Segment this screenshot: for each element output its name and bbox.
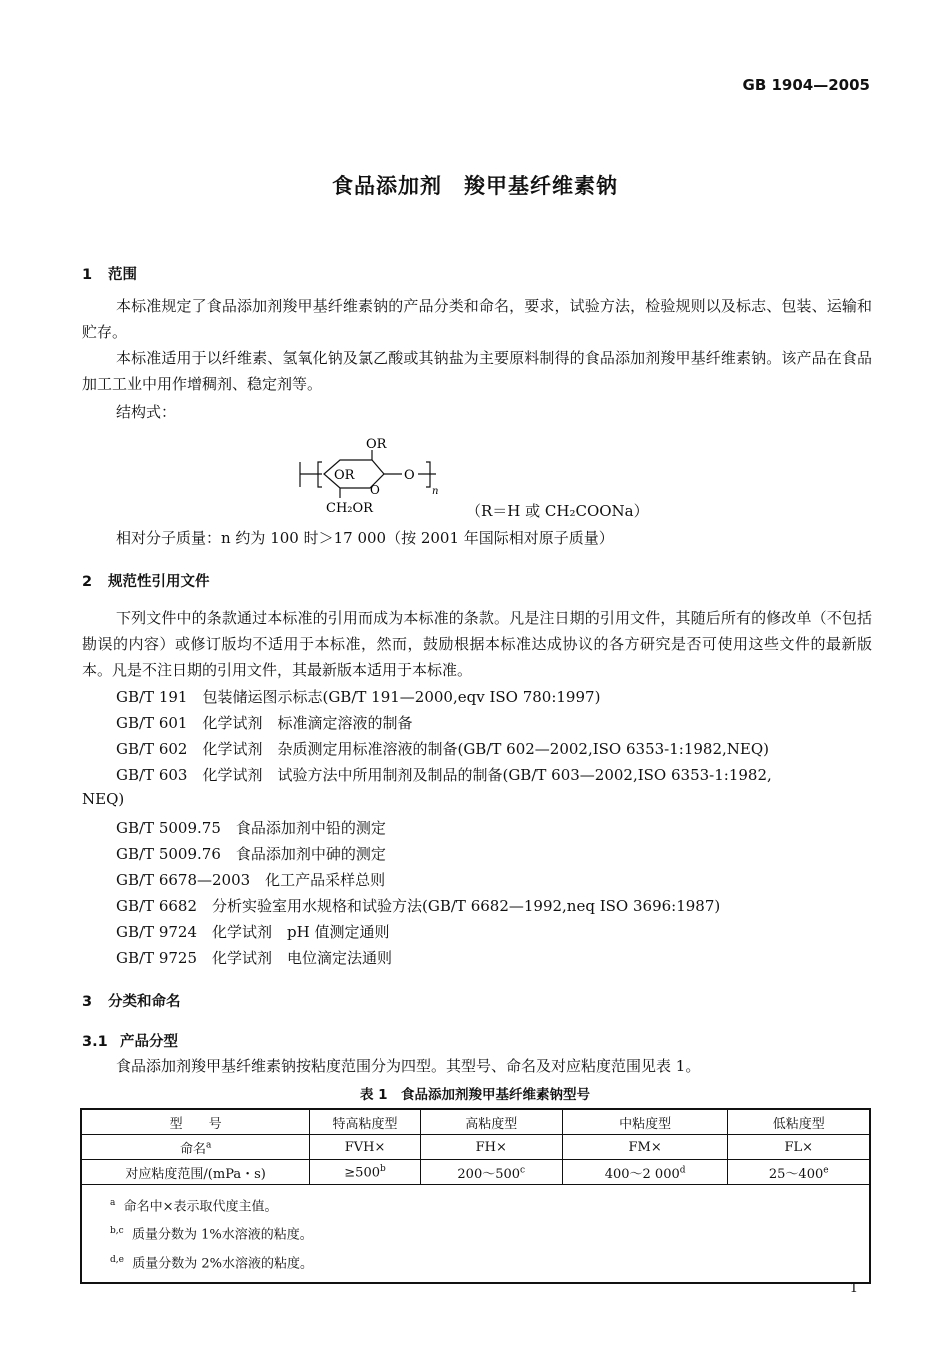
table-cell: 25～400e [728,1160,870,1185]
table-notes [81,1185,870,1283]
formula-or-ring: OR [334,468,355,483]
ref-line: GB/T 6682 分析实验室用水规格和试验方法(GB/T 6682—1992,neq ISO 3696:1987) [116,897,721,915]
section-2-heading: 2 规范性引用文件 [82,574,210,590]
section-3-1-paragraph: 食品添加剂羧甲基纤维素钠按粘度范围分为四型。其型号、命名及对应粘度范围见表 1。 [116,1057,701,1075]
formula-r-definition: （R＝H 或 CH₂COONa） [466,502,649,520]
section-2-paragraph: 下列文件中的条款通过本标准的引用而成为本标准的条款。凡是注日期的引用文件，其随后所有的修改单（不包括勘误的内容）或修订版均不适用于本标准，然而，鼓励根据本标准达成协议的各方研究是否可使用这些文件的最新版本。凡是不注日期的引用文件，其最新版本适用于本标准。 [82,609,872,679]
table-row [81,1135,870,1160]
table-cell: FVH× [310,1135,420,1160]
molecular-mass: 相对分子质量：n 约为 100 时＞17 000（按 2001 年国际相对原子质量） [116,529,614,547]
section-3-heading: 3 分类和命名 [82,994,181,1010]
table-header-cell: 型 号 [81,1109,310,1135]
ref-line: GB/T 5009.76 食品添加剂中砷的测定 [116,845,386,863]
ref-line: GB/T 5009.75 食品添加剂中铅的测定 [116,819,386,837]
table-header-row [81,1109,870,1135]
formula-or-top: OR [366,437,387,452]
structure-label: 结构式： [116,403,177,421]
table-cell: 400～2 000$^d$ [562,1160,728,1185]
formula-o-ring: O [370,483,380,497]
table-cell: FL× [728,1135,870,1160]
ref-line: GB/T 191 包装储运图示标志(GB/T 191—2000,eqv ISO 780:1997) [116,688,601,706]
table-1 [80,1108,871,1284]
structural-formula [290,432,460,518]
ref-line: GB/T 601 化学试剂 标准滴定溶液的制备 [116,714,413,732]
table-cell: 200～500$^c$ [420,1160,562,1185]
table-row [81,1160,870,1185]
table-header-cell: 低粘度型 [728,1109,870,1135]
ref-line: GB/T 9724 化学试剂 pH 值测定通则 [116,923,390,941]
ref-line: GB/T 602 化学试剂 杂质测定用标准溶液的制备(GB/T 602—2002,ISO 6353-1:1982,NEQ) [116,740,769,758]
table-row-label: 对应粘度范围/(mPa・s) [81,1160,310,1185]
standard-number: GB 1904—2005 [742,76,870,94]
table-1-caption: 表 1 食品添加剂羧甲基纤维素钠型号 [359,1087,591,1103]
section-3-1-heading: 3.1 产品分型 [82,1034,178,1050]
table-header-cell: 特高粘度型 [310,1109,420,1135]
table-cell: FH× [420,1135,562,1160]
page-number: 1 [849,1281,858,1296]
document-title: 食品添加剂 羧甲基纤维素钠 [332,174,618,198]
formula-ch2or: CH₂OR [326,501,373,516]
ref-line: GB/T 6678—2003 化工产品采样总则 [116,871,386,889]
table-notes-row [81,1185,870,1283]
table-cell: FM× [562,1135,728,1160]
table-note: $^a$ 命名中×表示取代度主值。 [110,1198,278,1215]
formula-o-link: O [404,468,415,483]
table-header-cell: 高粘度型 [420,1109,562,1135]
ref-line: GB/T 603 化学试剂 试验方法中所用制剂及制品的制备(GB/T 603—2002,ISO 6353-1:1982, [116,766,772,784]
section-1-heading: 1 范围 [82,267,137,283]
section-1-paragraph-1: 本标准规定了食品添加剂羧甲基纤维素钠的产品分类和命名，要求，试验方法，检验规则以及标志、包装、运输和贮存。 [82,297,872,341]
ref-line: NEQ) [82,790,125,808]
section-1-paragraph-2: 本标准适用于以纤维素、氢氧化钠及氯乙酸或其钠盐为主要原料制得的食品添加剂羧甲基纤维素钠。该产品在食品加工工业中用作增稠剂、稳定剂等。 [82,349,872,393]
formula-n: n [432,486,439,497]
table-note: $^{d,e}$ 质量分数为 2%水溶液的粘度。 [110,1254,313,1271]
table-cell: $\ge 500^b$ [310,1160,420,1185]
table-row-label: 命名$^a$ [81,1135,310,1160]
ref-line: GB/T 9725 化学试剂 电位滴定法通则 [116,949,393,967]
table-note: $^{b,c}$ 质量分数为 1%水溶液的粘度。 [110,1226,313,1243]
table-header-cell: 中粘度型 [562,1109,728,1135]
